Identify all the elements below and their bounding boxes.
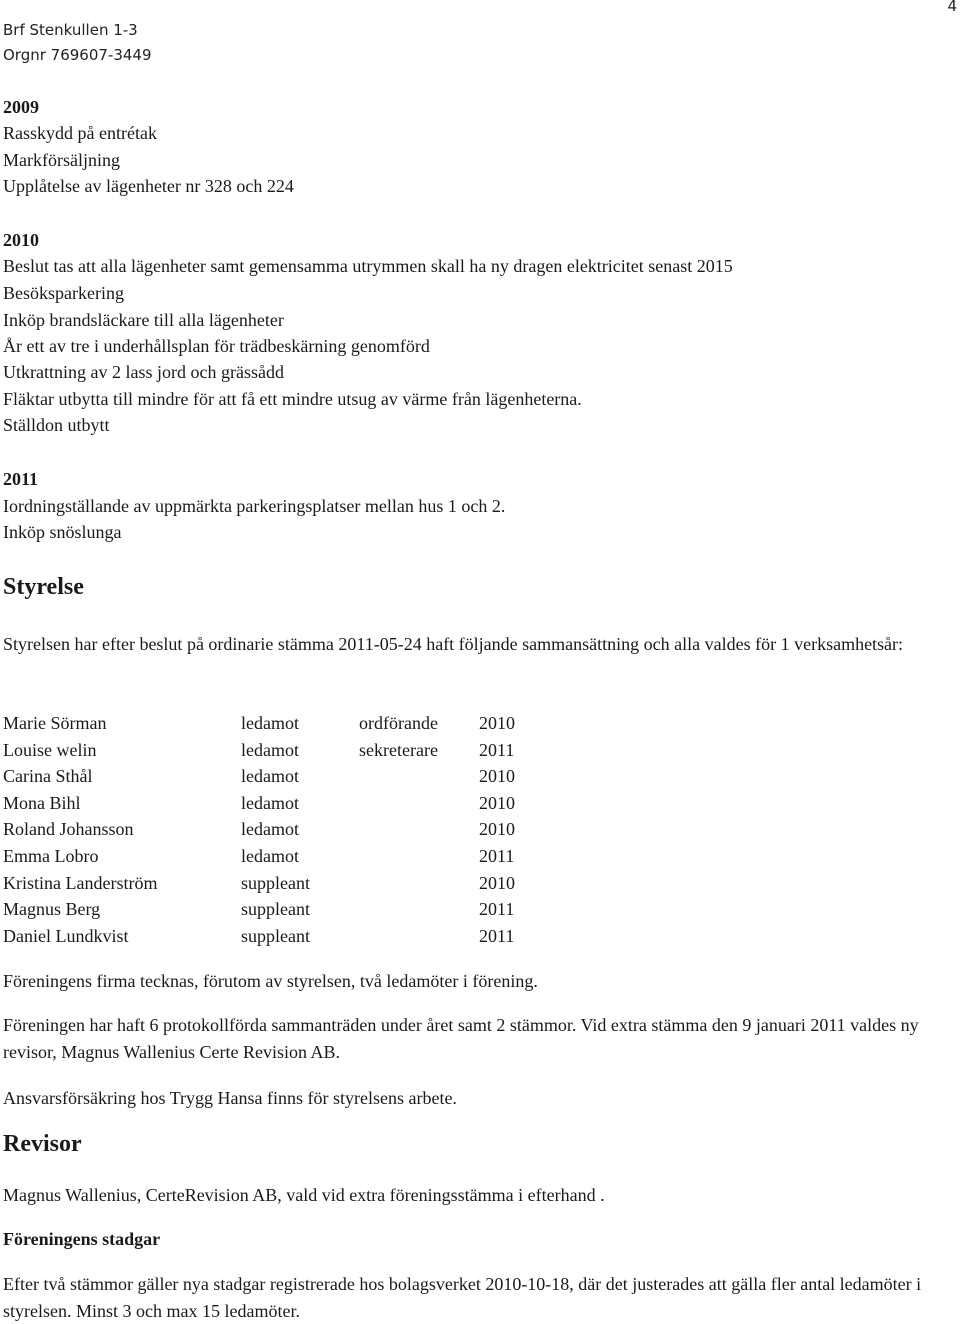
- member-role: suppleant: [241, 872, 310, 893]
- member-name: Magnus Berg: [3, 899, 101, 920]
- list-item: Markförsäljning: [3, 150, 120, 170]
- meetings-paragraph: Föreningen har haft 6 protokollförda sammanträden under året samt 2 stämmor. Vid extra stämma den 9 januari 2011 valdes ny revisor, Magnus Wallenius Certe Revision AB.: [3, 1015, 919, 1062]
- member-role: suppleant: [241, 899, 310, 920]
- list-item: Inköp brandsläckare till alla lägenheter: [3, 310, 284, 330]
- list-item: Inköp snöslunga: [3, 522, 122, 542]
- member-role: ledamot: [241, 819, 299, 840]
- member-name: Louise welin: [3, 739, 97, 760]
- styrelse-intro: Styrelsen har efter beslut på ordinarie stämma 2011-05-24 haft följande sammansättning och alla valdes för 1 verksamhetsår:: [3, 634, 904, 654]
- member-name: Emma Lobro: [3, 845, 99, 866]
- member-name: Kristina Landerström: [3, 872, 158, 893]
- header-org-name: Brf Stenkullen 1-3: [3, 21, 138, 39]
- member-year: 2011: [479, 925, 515, 946]
- member-role: ledamot: [241, 792, 299, 813]
- member-title: sekreterare: [359, 739, 438, 760]
- member-year: 2011: [479, 739, 515, 760]
- member-name: Daniel Lundkvist: [3, 925, 129, 946]
- member-role: ledamot: [241, 739, 299, 760]
- member-year: 2010: [479, 713, 515, 733]
- list-item: Fläktar utbytta till mindre för att få ett mindre utsug av värme från lägenheterna.: [3, 389, 582, 409]
- member-name: Roland Johansson: [3, 819, 134, 840]
- page-number: 4: [947, 0, 957, 15]
- member-year: 2010: [479, 792, 515, 813]
- list-item: Beslut tas att alla lägenheter samt gemensamma utrymmen skall ha ny dragen elektricitet senast 2015: [3, 256, 733, 276]
- member-name: Mona Bihl: [3, 792, 81, 813]
- member-role: ledamot: [241, 845, 299, 866]
- member-year: 2011: [479, 899, 515, 920]
- list-item: Rasskydd på entrétak: [3, 123, 157, 143]
- member-role: suppleant: [241, 925, 310, 946]
- list-item: Besöksparkering: [3, 283, 124, 303]
- revisor-paragraph: Magnus Wallenius, CerteRevision AB, vald vid extra föreningsstämma i efterhand .: [3, 1185, 605, 1205]
- stadgar-paragraph: Efter två stämmor gäller nya stadgar registrerade hos bolagsverket 2010-10-18, där det justerades att gälla fler antal ledamöter i styrelsen. Minst 3 och max 15 ledamöter.: [3, 1274, 922, 1321]
- year-heading-2009: 2009: [3, 97, 39, 117]
- list-item: Upplåtelse av lägenheter nr 328 och 224: [3, 176, 294, 196]
- list-item: Ställdon utbytt: [3, 415, 110, 435]
- member-year: 2010: [479, 872, 515, 893]
- insurance-paragraph: Ansvarsförsäkring hos Trygg Hansa finns för styrelsens arbete.: [3, 1088, 457, 1108]
- year-heading-2011: 2011: [3, 469, 39, 489]
- list-item: År ett av tre i underhållsplan för trädbeskärning genomförd: [3, 336, 430, 356]
- section-heading-revisor: Revisor: [3, 1131, 82, 1157]
- member-name: Carina Sthål: [3, 766, 93, 787]
- section-heading-stadgar: Föreningens stadgar: [3, 1229, 161, 1249]
- member-title: ordförande: [359, 713, 438, 733]
- member-name: Marie Sörman: [3, 713, 107, 733]
- header-org-number: Orgnr 769607-3449: [3, 46, 152, 64]
- member-role: ledamot: [241, 766, 299, 787]
- member-year: 2011: [479, 845, 515, 866]
- year-heading-2010: 2010: [3, 230, 39, 250]
- list-item: Utkrattning av 2 lass jord och grässådd: [3, 362, 284, 382]
- member-year: 2010: [479, 819, 515, 840]
- member-role: ledamot: [241, 713, 299, 733]
- list-item: Iordningställande av uppmärkta parkeringsplatser mellan hus 1 och 2.: [3, 496, 506, 516]
- member-year: 2010: [479, 766, 515, 787]
- section-heading-styrelse: Styrelse: [3, 574, 84, 600]
- signing-paragraph: Föreningens firma tecknas, förutom av styrelsen, två ledamöter i förening.: [3, 971, 538, 991]
